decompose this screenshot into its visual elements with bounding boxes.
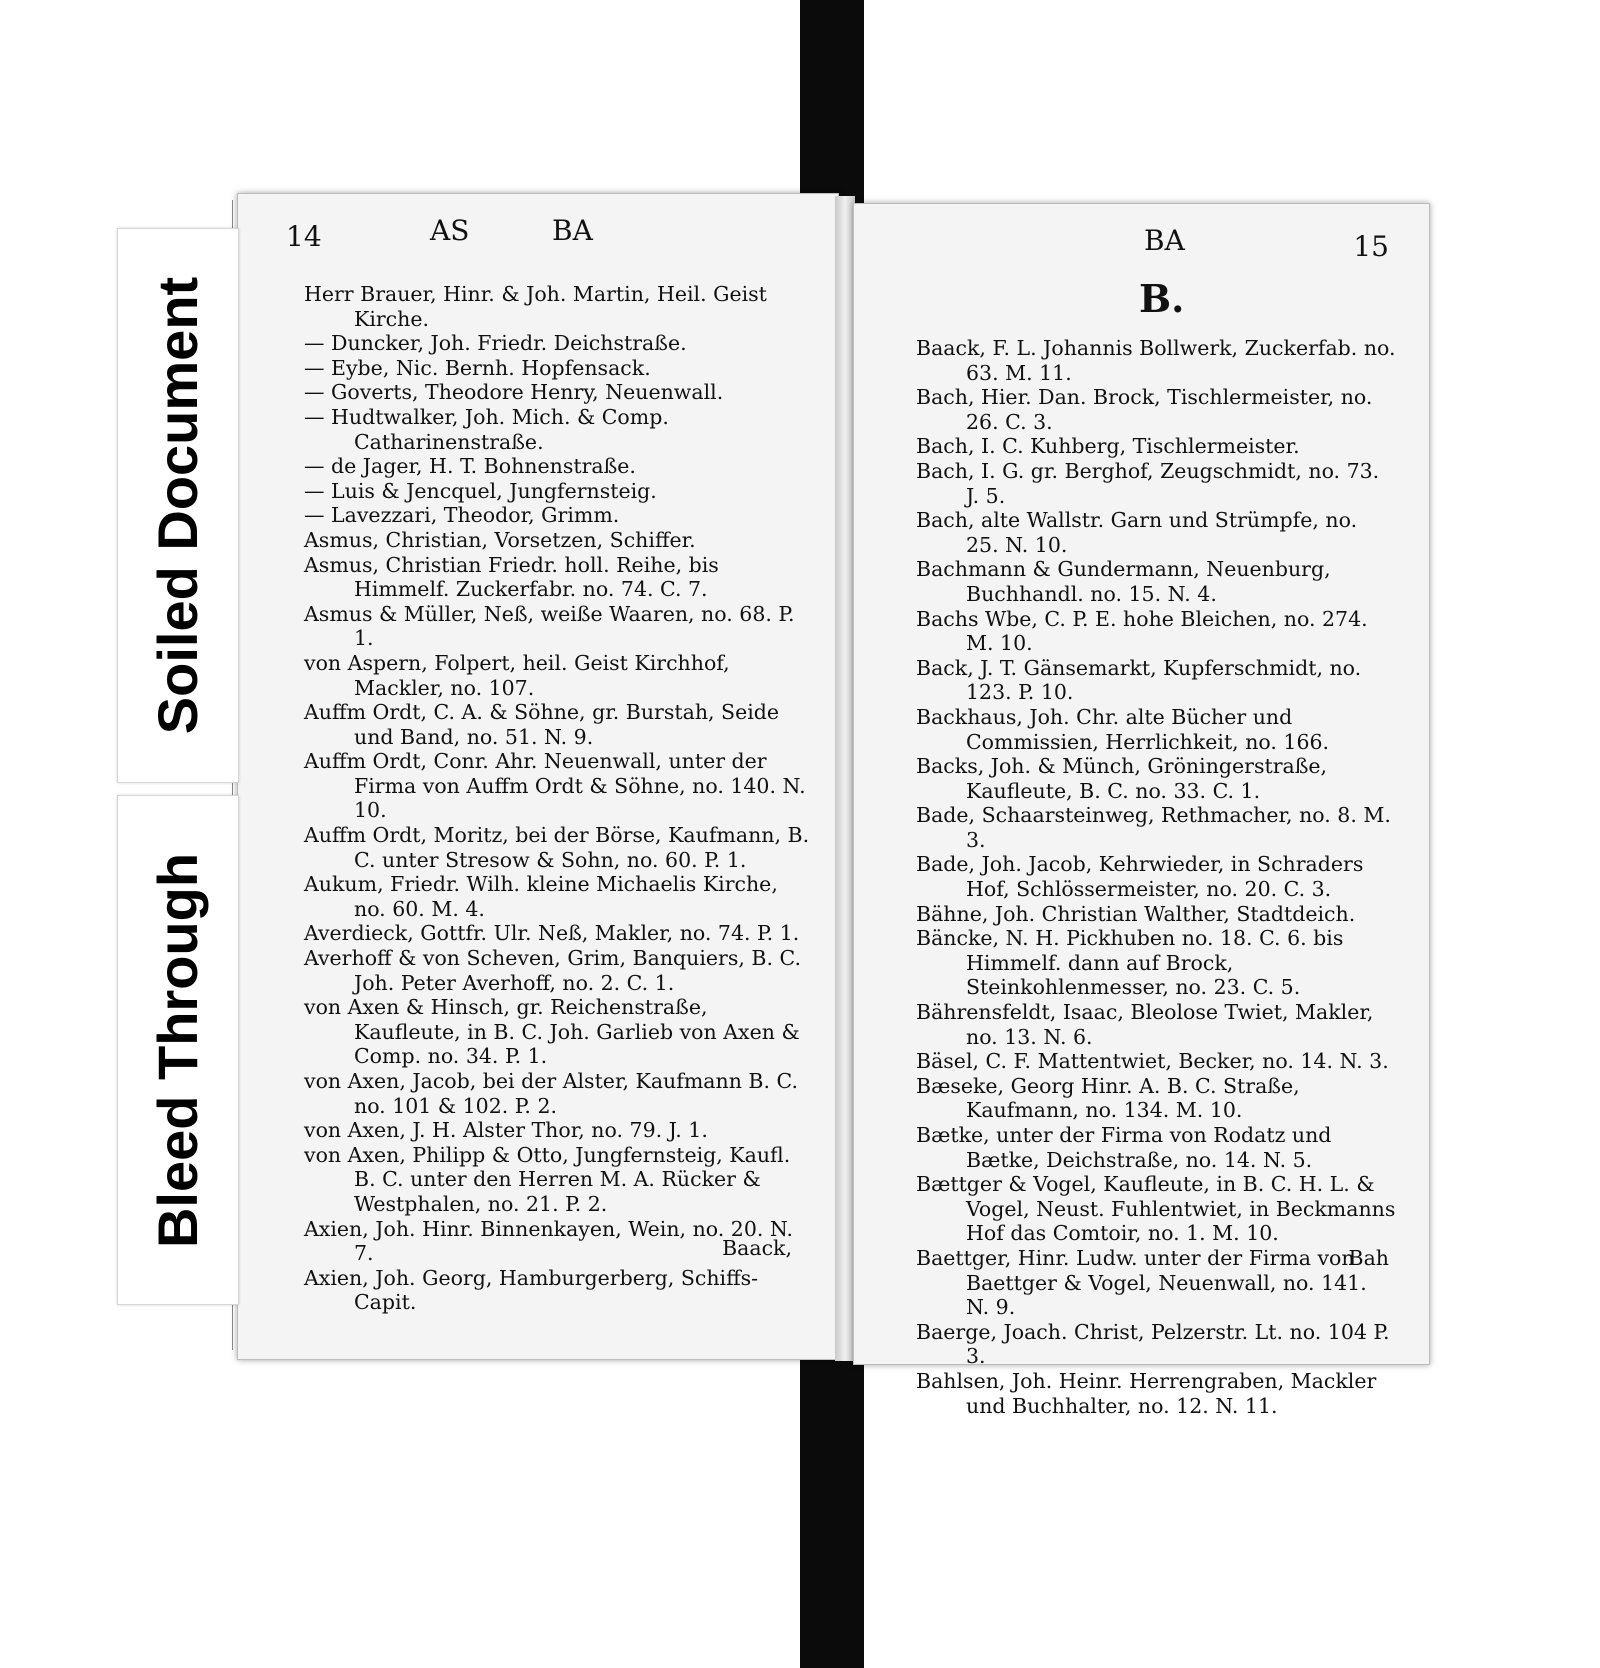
directory-entry: von Axen, Philipp & Otto, Jungfernsteig, Kaufl. B. C. unter den Herren M. A. Rücker & Westphalen, no. 21. P. 2.	[304, 1142, 791, 1216]
directory-entry: von Axen, Jacob, bei der Alster, Kaufmann B. C. no. 101 & 102. P. 2.	[304, 1069, 799, 1118]
directory-entry: Asmus, Christian Friedr. holl. Reihe, bis Himmelf. Zuckerfabr. no. 74. C. 7.	[304, 552, 719, 602]
directory-entry: — Lavezzari, Theodor, Grimm.	[304, 503, 620, 528]
directory-entry: Backhaus, Joh. Chr. alte Bücher und Commissien, Herrlichkeit, no. 166.	[916, 704, 1330, 754]
section-letter: B.	[1139, 276, 1185, 321]
book-spine	[835, 196, 855, 1361]
left-running-head-1: AS	[430, 214, 470, 247]
directory-entry: Auffm Ordt, C. A. & Söhne, gr. Burstah, Seide und Band, no. 51. N. 9.	[304, 700, 780, 749]
directory-entry: Herr Brauer, Hinr. & Joh. Martin, Heil. Geist Kirche.	[304, 282, 767, 331]
soiled-document-text: Soiled Document	[146, 276, 210, 735]
directory-entry: — Eybe, Nic. Bernh. Hopfensack.	[304, 355, 651, 380]
left-running-head-2: BA	[552, 214, 593, 247]
directory-entry: Bach, I. C. Kuhberg, Tischlermeister.	[916, 434, 1300, 459]
directory-entry: Asmus, Christian, Vorsetzen, Schiffer.	[304, 527, 696, 552]
directory-entry: Bade, Schaarsteinweg, Rethmacher, no. 8. M. 3.	[916, 803, 1391, 852]
left-page-number: 14	[286, 220, 322, 253]
directory-entry: von Axen, J. H. Alster Thor, no. 79. J. 1.	[304, 1118, 708, 1143]
directory-entry: Backs, Joh. & Münch, Gröningerstraße, Kaufleute, B. C. no. 33. C. 1.	[916, 754, 1328, 803]
directory-entry: Auffm Ordt, Conr. Ahr. Neuenwall, unter der Firma von Auffm Ordt & Söhne, no. 140. N. 10.	[304, 749, 806, 823]
directory-entry: Bæseke, Georg Hinr. A. B. C. Straße, Kaufmann, no. 134. M. 10.	[916, 1073, 1300, 1123]
directory-entry: Baerge, Joach. Christ, Pelzerstr. Lt. no. 104 P. 3.	[916, 1319, 1390, 1369]
gutter-strip-bottom	[800, 1355, 864, 1668]
directory-entry: Bähne, Joh. Christian Walther, Stadtdeich.	[916, 901, 1356, 926]
directory-entry: Bachs Wbe, C. P. E. hohe Bleichen, no. 274. M. 10.	[916, 606, 1368, 656]
directory-entry: Auffm Ordt, Moritz, bei der Börse, Kaufmann, B. C. unter Stresow & Sohn, no. 60. P. 1.	[304, 823, 810, 872]
directory-entry: Bährensfeldt, Isaac, Bleolose Twiet, Makler, no. 13. N. 6.	[916, 1000, 1374, 1049]
directory-entry: Averhoff & von Scheven, Grim, Banquiers, B. C. Joh. Peter Averhoff, no. 2. C. 1.	[304, 946, 801, 995]
directory-entry: Back, J. T. Gänsemarkt, Kupferschmidt, no. 123. P. 10.	[916, 655, 1362, 705]
right-page	[853, 203, 1430, 1418]
left-entry-list	[304, 282, 816, 1315]
directory-entry: — Duncker, Joh. Friedr. Deichstraße.	[304, 331, 687, 356]
bleed-through-label	[117, 795, 239, 1305]
gutter-strip-top	[800, 0, 864, 210]
left-catchword: Baack,	[722, 1236, 792, 1260]
directory-entry: Bade, Joh. Jacob, Kehrwieder, in Schraders Hof, Schlössermeister, no. 20. C. 3.	[916, 852, 1364, 902]
directory-entry: Bach, I. G. gr. Berghof, Zeugschmidt, no. 73. J. 5.	[916, 458, 1380, 508]
directory-entry: Bachmann & Gundermann, Neuenburg, Buchhandl. no. 15. N. 4.	[916, 557, 1331, 606]
directory-entry: Bach, alte Wallstr. Garn und Strümpfe, no. 25. N. 10.	[916, 508, 1358, 557]
directory-entry: Axien, Joh. Hinr. Binnenkayen, Wein, no. 20. N. 7.	[304, 1216, 794, 1266]
directory-entry: Bahlsen, Joh. Heinr. Herrengraben, Mackler und Buchhalter, no. 12. N. 11.	[916, 1368, 1377, 1418]
directory-entry: Bäncke, N. H. Pickhuben no. 18. C. 6. bis Himmelf. dann auf Brock, Steinkohlenmesser, no. 23. C. 5.	[916, 926, 1344, 1000]
directory-entry: Bætke, unter der Firma von Rodatz und Bætke, Deichstraße, no. 14. N. 5.	[916, 1123, 1332, 1172]
directory-entry: — Luis & Jencquel, Jungfernsteig.	[304, 478, 657, 503]
right-running-head: BA	[1144, 224, 1185, 257]
directory-entry: von Axen & Hinsch, gr. Reichenstraße, Kaufleute, in B. C. Joh. Garlieb von Axen & Comp. no. 34. P. 1.	[304, 995, 800, 1069]
directory-entry: Asmus & Müller, Neß, weiße Waaren, no. 68. P. 1.	[304, 601, 795, 651]
directory-entry: Averdieck, Gottfr. Ulr. Neß, Makler, no. 74. P. 1.	[304, 921, 800, 946]
directory-entry: Baack, F. L. Johannis Bollwerk, Zuckerfab. no. 63. M. 11.	[916, 336, 1396, 385]
soiled-document-label	[117, 228, 239, 783]
directory-entry: Axien, Joh. Georg, Hamburgerberg, Schiffs-Capit.	[304, 1265, 759, 1315]
directory-entry: — de Jager, H. T. Bohnenstraße.	[304, 454, 636, 479]
directory-entry: Bach, Hier. Dan. Brock, Tischlermeister, no. 26. C. 3.	[916, 385, 1373, 434]
directory-entry: Bäsel, C. F. Mattentwiet, Becker, no. 14. N. 3.	[916, 1049, 1389, 1074]
directory-entry: Aukum, Friedr. Wilh. kleine Michaelis Kirche, no. 60. M. 4.	[304, 872, 778, 921]
right-catchword: Bah	[1348, 1246, 1389, 1270]
right-page-number: 15	[1353, 230, 1389, 263]
directory-entry: Bættger & Vogel, Kaufleute, in B. C. H. L. & Vogel, Neust. Fuhlentwiet, in Beckmanns Hof das Comtoir, no. 1. M. 10.	[916, 1172, 1396, 1246]
directory-entry: Baettger, Hinr. Ludw. unter der Firma von Baettger & Vogel, Neuenwall, no. 141. N. 9.	[916, 1245, 1367, 1320]
directory-entry: — Hudtwalker, Joh. Mich. & Comp. Catharinenstraße.	[304, 404, 669, 454]
directory-entry: — Goverts, Theodore Henry, Neuenwall.	[304, 380, 724, 405]
directory-entry: von Aspern, Folpert, heil. Geist Kirchhof, Mackler, no. 107.	[304, 650, 730, 700]
right-entry-list	[916, 336, 1396, 1418]
bleed-through-text: Bleed Through	[146, 852, 210, 1248]
left-page	[237, 193, 839, 1360]
